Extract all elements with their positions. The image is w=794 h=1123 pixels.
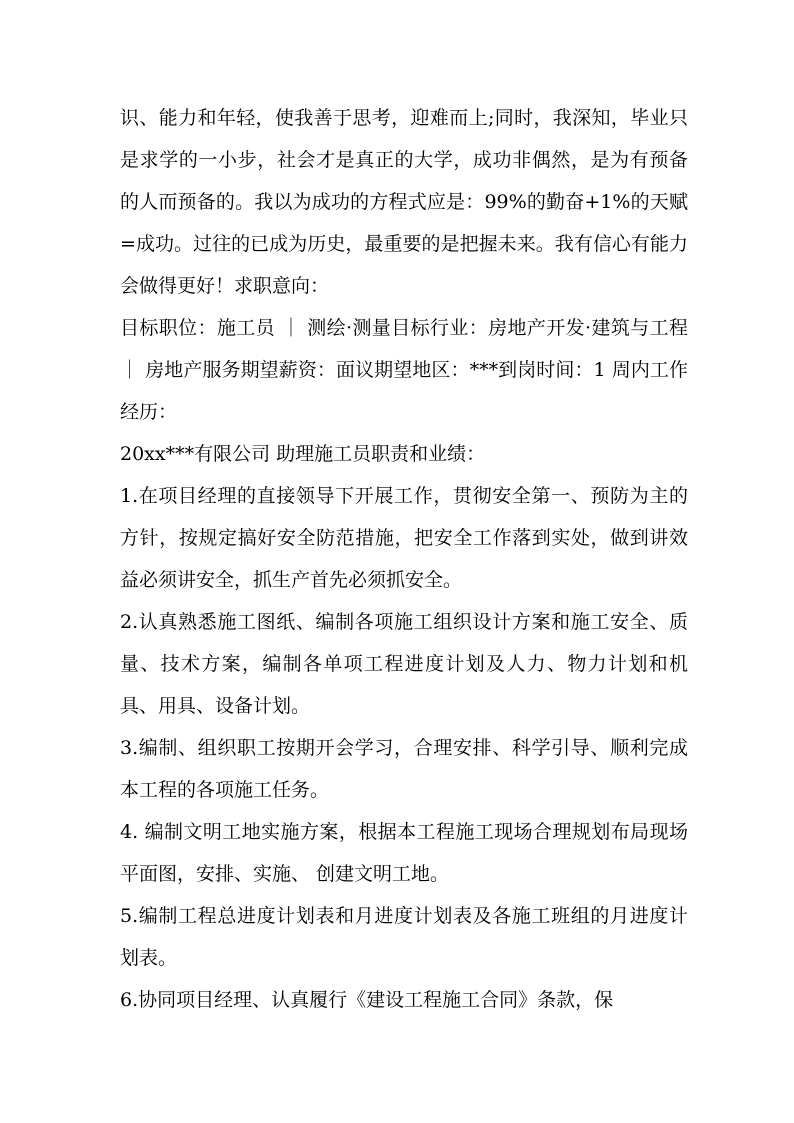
paragraph-work-experience-heading: 20xx***有限公司 助理施工员职责和业绩： [120, 443, 486, 465]
paragraph-intro-continuation: 识、能力和年轻，使我善于思考，迎难而上;同时，我深知，毕业只是求学的一小步，社会才是真正的大学，成功非偶然，是为有预备的人而预备的。我以为成功的方程式应是：99%的勤奋+1%的天赋=成功。过往的已成为历史，最重要的是把握未来。我有信心有能力会做得更好！求职意向： [120, 107, 688, 297]
duty-item-3: 3.编制、组织职工按期开会学习，合理安排、科学引导、顺利完成本工程的各项施工任务。 [120, 737, 688, 801]
document-body [120, 97, 688, 1021]
duty-item-4: 4. 编制文明工地实施方案，根据本工程施工现场合理规划布局现场平面图，安排、实施、 创建文明工地。 [120, 821, 688, 885]
duty-item-1: 1.在项目经理的直接领导下开展工作，贯彻安全第一、预防为主的方针，按规定搞好安全防范措施，把安全工作落到实处，做到讲效益必须讲安全，抓生产首先必须抓安全。 [120, 485, 688, 591]
duty-item-2: 2.认真熟悉施工图纸、编制各项施工组织设计方案和施工安全、质量、技术方案，编制各单项工程进度计划及人力、物力计划和机具、用具、设备计划。 [120, 611, 688, 717]
duty-item-6: 6.协同项目经理、认真履行《建设工程施工合同》条款，保 [120, 989, 614, 1011]
duty-item-5: 5.编制工程总进度计划表和月进度计划表及各施工班组的月进度计划表。 [120, 905, 688, 969]
paragraph-job-intention: 目标职位：施工员 ｜ 测绘·测量目标行业：房地产开发·建筑与工程 ｜ 房地产服务期望薪资：面议期望地区：***到岗时间：1 周内工作经历： [120, 317, 688, 423]
